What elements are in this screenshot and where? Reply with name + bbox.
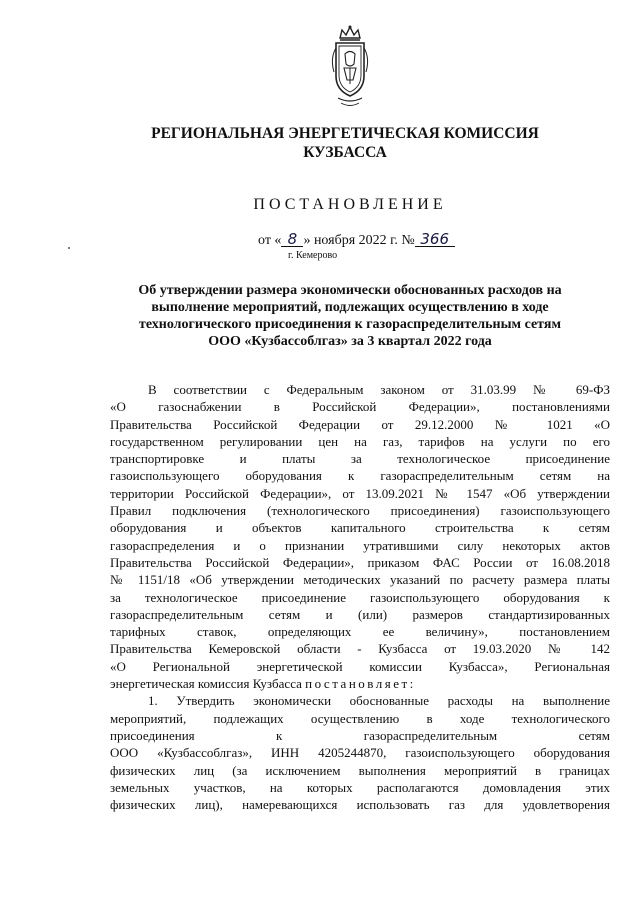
body-line: ООО «Кузбассоблгаз», ИНН 4205244870, газоиспользующего оборудования (110, 745, 610, 761)
document-body (110, 381, 610, 813)
body-line: Правительства Кемеровской области - Кузбасса от 19.03.2020 № 142 (110, 641, 610, 657)
city-label: г. Кемерово (288, 250, 338, 261)
body-line: мероприятий, подлежащих осуществлению в ходе технологического (110, 710, 610, 726)
handwritten-day: 8 (281, 232, 303, 247)
body-line: «О газоснабжении в Российской Федерации», постановлениями (110, 399, 610, 415)
body-line: газораспределительным сетям и (или) размеров стандартизированных (110, 606, 610, 622)
body-line: тарифных ставок, определяющих ее величину», постановлением (110, 624, 610, 640)
resolution-prefix: энергетическая комиссия Кузбасса (110, 676, 306, 692)
body-line: физических лиц), намеревающихся использовать газ для удовлетворения (110, 797, 610, 813)
handwritten-number: 366 (415, 232, 455, 247)
body-line: земельных участков, на которых располагаются домовладения этих (110, 779, 610, 795)
margin-dot (68, 247, 70, 249)
body-line: В соответствии с Федеральным законом от 31.03.99 № 69-ФЗ (148, 382, 610, 397)
date-number-line (258, 232, 455, 249)
subject-line: Об утверждении размера экономически обоснованных расходов на (138, 283, 562, 298)
body-line: оборудования и объектов капитального строительства к сетям (110, 520, 610, 536)
body-line: Правил подключения (технологического присоединения) газоиспользующего (110, 503, 610, 519)
subject-block (108, 282, 592, 350)
body-line: транспортировке и платы за технологическое присоединение (110, 451, 610, 467)
org-title-line1: РЕГИОНАЛЬНАЯ ЭНЕРГЕТИЧЕСКАЯ КОМИССИЯ (151, 125, 539, 142)
body-line: 1. Утвердить экономически обоснованные расходы на выполнение (148, 693, 610, 709)
body-line: № 1151/18 «Об утверждении методических указаний по расчету размера платы (110, 572, 610, 588)
body-line: присоединения к газораспределительным сетям (110, 727, 610, 743)
document-type-heading: ПОСТАНОВЛЕНИЕ (253, 196, 447, 213)
date-suffix: » ноября 2022 г. № (303, 233, 415, 248)
body-line: территории Российской Федерации», от 13.09.2021 № 1547 «Об утверждении (110, 485, 610, 501)
body-line: государственном регулировании цен на газ, тарифов на услуги по его (110, 433, 610, 449)
body-line: за технологическое присоединение газоиспользующего оборудования к (110, 589, 610, 605)
subject-line: выполнение мероприятий, подлежащих осуществлению в ходе (151, 300, 549, 315)
subject-line: технологического присоединения к газораспределительным сетям (138, 317, 561, 332)
body-line: «О Региональной энергетической комиссии Кузбасса», Региональная (110, 658, 610, 674)
body-line: газоиспользующего оборудования к газораспределительным сетям на (110, 468, 610, 484)
body-line-resolution (110, 675, 610, 692)
body-line: Правительства Российской Федерации», приказом ФАС России от 16.08.2018 (110, 554, 610, 570)
org-title-line2: КУЗБАССА (303, 144, 387, 161)
subject-line: ООО «Кузбассоблгаз» за 3 квартал 2022 года (208, 334, 492, 349)
resolution-word: постановляет: (305, 676, 416, 692)
coat-of-arms-emblem (326, 24, 374, 110)
date-prefix: от « (258, 233, 282, 248)
body-line: Правительства Российской Федерации от 29.12.2000 № 1021 «О (110, 416, 610, 432)
body-line: газораспределения и о признании утратившими силу некоторых актов (110, 537, 610, 553)
body-line: физических лиц (за исключением выполнения мероприятий в границах (110, 762, 610, 778)
